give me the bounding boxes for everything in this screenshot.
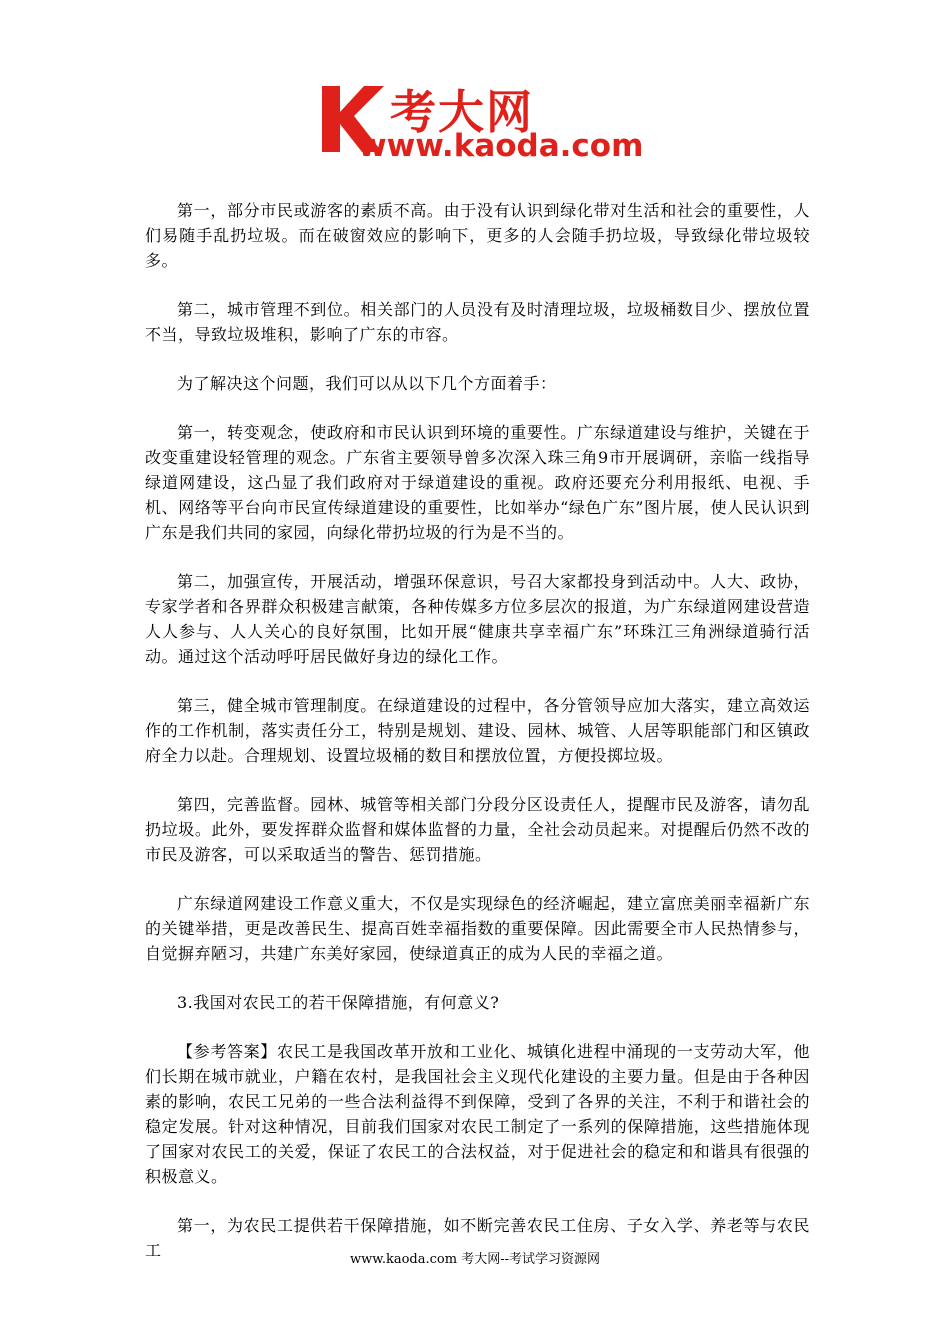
paragraph: 第一，部分市民或游客的素质不高。由于没有认识到绿化带对生活和社会的重要性，人们易随手乱扔垃圾。而在破窗效应的影响下，更多的人会随手扔垃圾，导致绿化带垃圾较多。: [145, 201, 810, 270]
site-logo: [318, 80, 648, 164]
paragraph: 【参考答案】农民工是我国改革开放和工业化、城镇化进程中涌现的一支劳动大军，他们长期在城市就业，户籍在农村，是我国社会主义现代化建设的主要力量。但是由于各种因素的影响，农民工兄弟的一些合法利益得不到保障，受到了各界的关注，不利于和谐社会的稳定发展。针对这种情况，目前我们国家对农民工制定了一系列的保障措施，这些措施体现了国家对农民工的关爱，保证了农民工的合法权益，对于促进社会的稳定和和谐具有很强的积极意义。: [145, 1042, 810, 1186]
paragraph: 第四，完善监督。园林、城管等相关部门分段分区设责任人，提醒市民及游客，请勿乱扔垃圾。此外，要发挥群众监督和媒体监督的力量，全社会动员起来。对提醒后仍然不改的市民及游客，可以采取适当的警告、惩罚措施。: [145, 795, 810, 864]
paragraph: 广东绿道网建设工作意义重大，不仅是实现绿色的经济崛起，建立富庶美丽幸福新广东的关键举措，更是改善民生、提高百姓幸福指数的重要保障。因此需要全市人民热情参与，自觉摒弃陋习，共建广东美好家园，使绿道真正的成为人民的幸福之道。: [145, 894, 810, 963]
logo-url: www.kaoda.com: [358, 128, 644, 164]
document-body: [145, 198, 810, 1287]
paragraph: 第三，健全城市管理制度。在绿道建设的过程中，各分管领导应加大落实，建立高效运作的工作机制，落实责任分工，特别是规划、建设、园林、城管、人居等职能部门和区镇政府全力以赴。合理规划、设置垃圾桶的数目和摆放位置，方便投掷垃圾。: [145, 696, 810, 765]
question-heading: 3.我国对农民工的若干保障措施，有何意义?: [177, 993, 500, 1012]
paragraph: 第二，加强宣传，开展活动，增强环保意识，号召大家都投身到活动中。人大、政协，专家学者和各界群众积极建言献策，各种传媒多方位多层次的报道，为广东绿道网建设营造人人参与、人人关心的良好氛围，比如开展“健康共享幸福广东”环珠江三角洲绿道骑行活动。通过这个活动呼吁居民做好身边的绿化工作。: [145, 572, 810, 666]
page-footer: www.kaoda.com 考大网--考试学习资源网: [350, 1252, 600, 1267]
paragraph: 第二，城市管理不到位。相关部门的人员没有及时清理垃圾，垃圾桶数目少、摆放位置不当，导致垃圾堆积，影响了广东的市容。: [145, 300, 810, 344]
logo-name-cn: 考大网: [390, 85, 534, 139]
paragraph: 为了解决这个问题，我们可以从以下几个方面着手：: [177, 374, 557, 393]
paragraph: 第一，转变观念，使政府和市民认识到环境的重要性。广东绿道建设与维护，关键在于改变重建设轻管理的观念。广东省主要领导曾多次深入珠三角9市开展调研，亲临一线指导绿道网建设，这凸显了我们政府对于绿道建设的重视。政府还要充分利用报纸、电视、手机、网络等平台向市民宣传绿道建设的重要性，比如举办“绿色广东”图片展，使人民认识到广东是我们共同的家园，向绿化带扔垃圾的行为是不当的。: [145, 423, 810, 542]
paragraph: 第一，为农民工提供若干保障措施，如不断完善农民工住房、子女入学、养老等与农民工: [145, 1216, 810, 1260]
